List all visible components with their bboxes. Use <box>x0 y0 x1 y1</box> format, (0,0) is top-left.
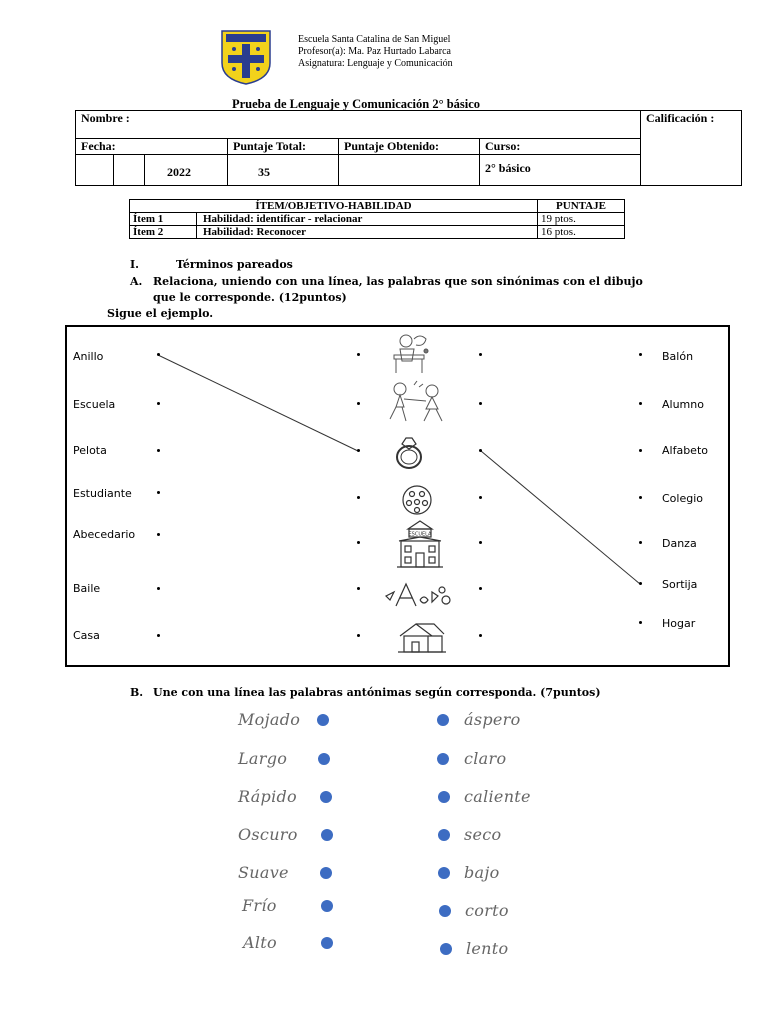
date-label: Fecha: <box>81 139 116 153</box>
antonym-right-word: lento <box>466 939 509 958</box>
match-dot[interactable] <box>639 621 642 624</box>
section-title: Términos pareados <box>176 258 293 271</box>
alphabet-letters-icon <box>384 578 454 614</box>
item-points: 16 ptos. <box>538 226 625 239</box>
antonym-right-word: caliente <box>464 787 531 806</box>
right-word: Alumno <box>662 398 704 411</box>
antonym-dot[interactable] <box>438 867 450 879</box>
left-word: Escuela <box>73 398 116 411</box>
total-score-value: 35 <box>228 155 339 186</box>
match-dot[interactable] <box>639 582 642 585</box>
antonym-dot[interactable] <box>320 867 332 879</box>
year-value: 2022 <box>167 165 191 179</box>
house-icon <box>396 620 448 660</box>
part-a-letter: A. <box>130 275 143 288</box>
antonym-right-word: seco <box>464 825 502 844</box>
antonym-left-word: Largo <box>238 749 288 768</box>
children-desk-icon <box>386 331 436 380</box>
match-dot[interactable] <box>479 587 482 590</box>
item-label: Ítem 1 <box>130 213 197 226</box>
grade-label: Calificación : <box>646 111 715 125</box>
school-building-icon <box>395 519 445 575</box>
subject-name: Asignatura: Lenguaje y Comunicación <box>298 58 453 69</box>
antonym-left-word: Alto <box>243 933 277 952</box>
left-word: Pelota <box>73 444 107 457</box>
left-word: Anillo <box>73 350 104 363</box>
ring-icon <box>392 432 426 476</box>
right-word: Alfabeto <box>662 444 708 457</box>
antonym-dot[interactable] <box>321 829 333 841</box>
antonym-right-word: bajo <box>464 863 500 882</box>
match-dot[interactable] <box>479 496 482 499</box>
match-dot[interactable] <box>357 541 360 544</box>
total-score-label: Puntaje Total: <box>233 139 307 153</box>
item-label: Ítem 2 <box>130 226 197 239</box>
antonym-dot[interactable] <box>438 791 450 803</box>
match-dot[interactable] <box>157 533 160 536</box>
antonym-left-word: Suave <box>238 863 289 882</box>
ball-icon <box>400 483 434 521</box>
part-b-instruction: Une con una línea las palabras antónimas según corresponda. (7puntos) <box>153 686 601 699</box>
match-dot[interactable] <box>357 402 360 405</box>
match-dot[interactable] <box>479 541 482 544</box>
match-dot[interactable] <box>157 449 160 452</box>
match-dot[interactable] <box>479 634 482 637</box>
left-word: Baile <box>73 582 101 595</box>
match-dot[interactable] <box>479 353 482 356</box>
antonym-left-word: Oscuro <box>238 825 298 844</box>
obtained-score-label: Puntaje Obtenido: <box>344 139 440 153</box>
right-word: Colegio <box>662 492 704 505</box>
match-dot[interactable] <box>157 587 160 590</box>
match-dot[interactable] <box>357 496 360 499</box>
antonym-right-word: claro <box>464 749 507 768</box>
antonym-right-word: áspero <box>464 710 521 729</box>
course-label: Curso: <box>485 139 521 153</box>
match-dot[interactable] <box>357 449 360 452</box>
item-skill: Habilidad: identificar - relacionar <box>197 213 538 226</box>
part-a-instruction-line1: Relaciona, uniendo con una línea, las palabras que son sinónimas con el dibujo <box>153 275 643 288</box>
antonym-left-word: Mojado <box>238 710 301 729</box>
match-dot[interactable] <box>639 353 642 356</box>
match-dot[interactable] <box>639 402 642 405</box>
antonym-dot[interactable] <box>439 905 451 917</box>
match-dot[interactable] <box>357 634 360 637</box>
antonym-dot[interactable] <box>437 714 449 726</box>
antonym-dot[interactable] <box>321 900 333 912</box>
items-header-points: PUNTAJE <box>538 200 625 213</box>
antonym-dot[interactable] <box>317 714 329 726</box>
section-numeral: I. <box>130 258 139 271</box>
match-dot[interactable] <box>357 353 360 356</box>
match-dot[interactable] <box>157 634 160 637</box>
example-label: Sigue el ejemplo. <box>107 307 214 320</box>
antonym-left-word: Frío <box>242 896 277 915</box>
right-word: Sortija <box>662 578 698 591</box>
right-word: Balón <box>662 350 694 363</box>
course-value: 2° básico <box>480 155 641 186</box>
antonym-right-word: corto <box>465 901 509 920</box>
school-sign: ESCUELA <box>408 531 432 538</box>
antonym-dot[interactable] <box>438 829 450 841</box>
antonym-dot[interactable] <box>320 791 332 803</box>
antonym-dot[interactable] <box>437 753 449 765</box>
match-dot[interactable] <box>157 402 160 405</box>
dancing-kids-icon <box>386 379 452 429</box>
left-word: Estudiante <box>73 487 132 500</box>
test-title: Prueba de Lenguaje y Comunicación 2° básico <box>232 97 481 111</box>
part-a-instruction-line2: que le corresponde. (12puntos) <box>153 291 347 304</box>
right-word: Danza <box>662 537 697 550</box>
match-dot[interactable] <box>639 449 642 452</box>
antonym-dot[interactable] <box>321 937 333 949</box>
left-word: Abecedario <box>73 528 136 541</box>
left-word: Casa <box>73 629 100 642</box>
antonym-dot[interactable] <box>440 943 452 955</box>
match-dot[interactable] <box>639 496 642 499</box>
school-name: Escuela Santa Catalina de San Miguel <box>298 34 451 45</box>
match-dot[interactable] <box>157 491 160 494</box>
match-dot[interactable] <box>479 402 482 405</box>
match-dot[interactable] <box>639 541 642 544</box>
part-b-letter: B. <box>130 686 144 699</box>
right-word: Hogar <box>662 617 696 630</box>
item-skill: Habilidad: Reconocer <box>197 226 538 239</box>
antonym-dot[interactable] <box>318 753 330 765</box>
teacher-name: Profesor(a): Ma. Paz Hurtado Labarca <box>298 46 451 57</box>
match-dot[interactable] <box>157 353 160 356</box>
match-dot[interactable] <box>479 449 482 452</box>
name-label: Nombre : <box>81 111 130 125</box>
item-points: 19 ptos. <box>538 213 625 226</box>
match-dot[interactable] <box>357 587 360 590</box>
antonym-left-word: Rápido <box>238 787 297 806</box>
items-header-skill: ÍTEM/OBJETIVO-HABILIDAD <box>130 200 538 213</box>
